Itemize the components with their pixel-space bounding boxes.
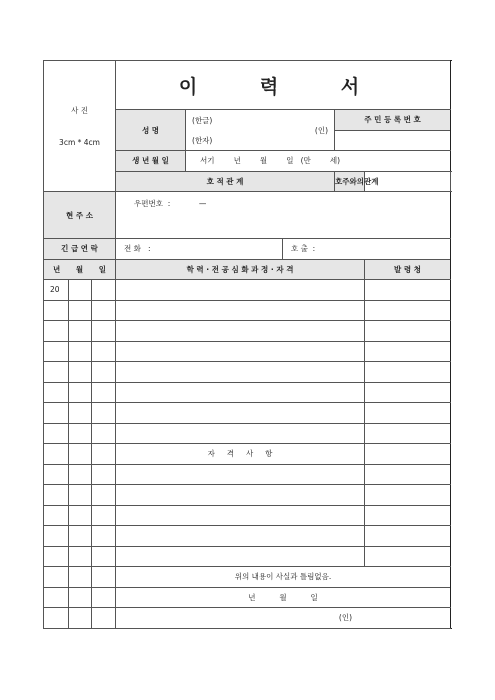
table-row[interactable] — [44, 300, 451, 321]
photo-size: 3cm * 4cm — [59, 138, 100, 147]
table-row[interactable] — [44, 382, 451, 403]
family-label: 호 적 관 계 — [116, 171, 335, 192]
relation-label: 호주와의관계 — [335, 171, 365, 192]
name-hangul: (한글) — [192, 116, 213, 125]
history-content-header: 학 력 · 전 공 심 화 과 정 · 자 격 — [116, 259, 365, 280]
name-field[interactable] — [186, 110, 335, 151]
statement: 위의 내용이 사실과 틀림없음. — [116, 567, 451, 588]
qualifications-heading: 자 격 사 항 — [116, 444, 365, 465]
table-row[interactable] — [44, 362, 451, 383]
table-row[interactable] — [44, 423, 451, 444]
signature-date[interactable]: 년 월 일 — [116, 587, 451, 608]
table-row[interactable] — [44, 464, 451, 485]
table-row[interactable] — [44, 280, 451, 301]
table-row[interactable] — [44, 341, 451, 362]
signature-seal: (인) — [116, 608, 451, 629]
document-title: 이 력 서 — [116, 61, 451, 110]
table-row[interactable] — [44, 546, 451, 567]
resume-form — [43, 60, 451, 629]
name-hanja: (한자) — [192, 136, 213, 145]
emergency-label: 긴 급 연 락 — [44, 239, 116, 260]
photo-label: 사 진 — [71, 106, 88, 115]
rrn-field[interactable] — [335, 130, 451, 151]
birth-label: 생 년 월 일 — [116, 151, 186, 172]
address-field[interactable]: 우편번호 : — — [116, 192, 451, 239]
rrn-label: 주 민 등 록 번 호 — [335, 110, 451, 131]
table-row[interactable] — [44, 505, 451, 526]
photo-box — [44, 61, 116, 192]
history-date-header: 년 월 일 — [44, 259, 116, 280]
table-row[interactable] — [44, 321, 451, 342]
pager-field[interactable]: 호 출 : — [283, 239, 451, 260]
name-label: 성 명 — [116, 110, 186, 151]
table-row[interactable] — [44, 485, 451, 506]
year-cell[interactable]: 20 — [44, 280, 69, 301]
table-row[interactable] — [44, 403, 451, 424]
phone-field[interactable]: 전 화 : — [116, 239, 283, 260]
name-seal: (인) — [314, 126, 329, 135]
table-row[interactable] — [44, 526, 451, 547]
address-label: 현 주 소 — [44, 192, 116, 239]
history-issuer-header: 발 령 청 — [365, 259, 451, 280]
birth-field[interactable]: 서기 년 월 일 (만 세) — [186, 151, 451, 172]
table-row[interactable] — [44, 444, 451, 465]
